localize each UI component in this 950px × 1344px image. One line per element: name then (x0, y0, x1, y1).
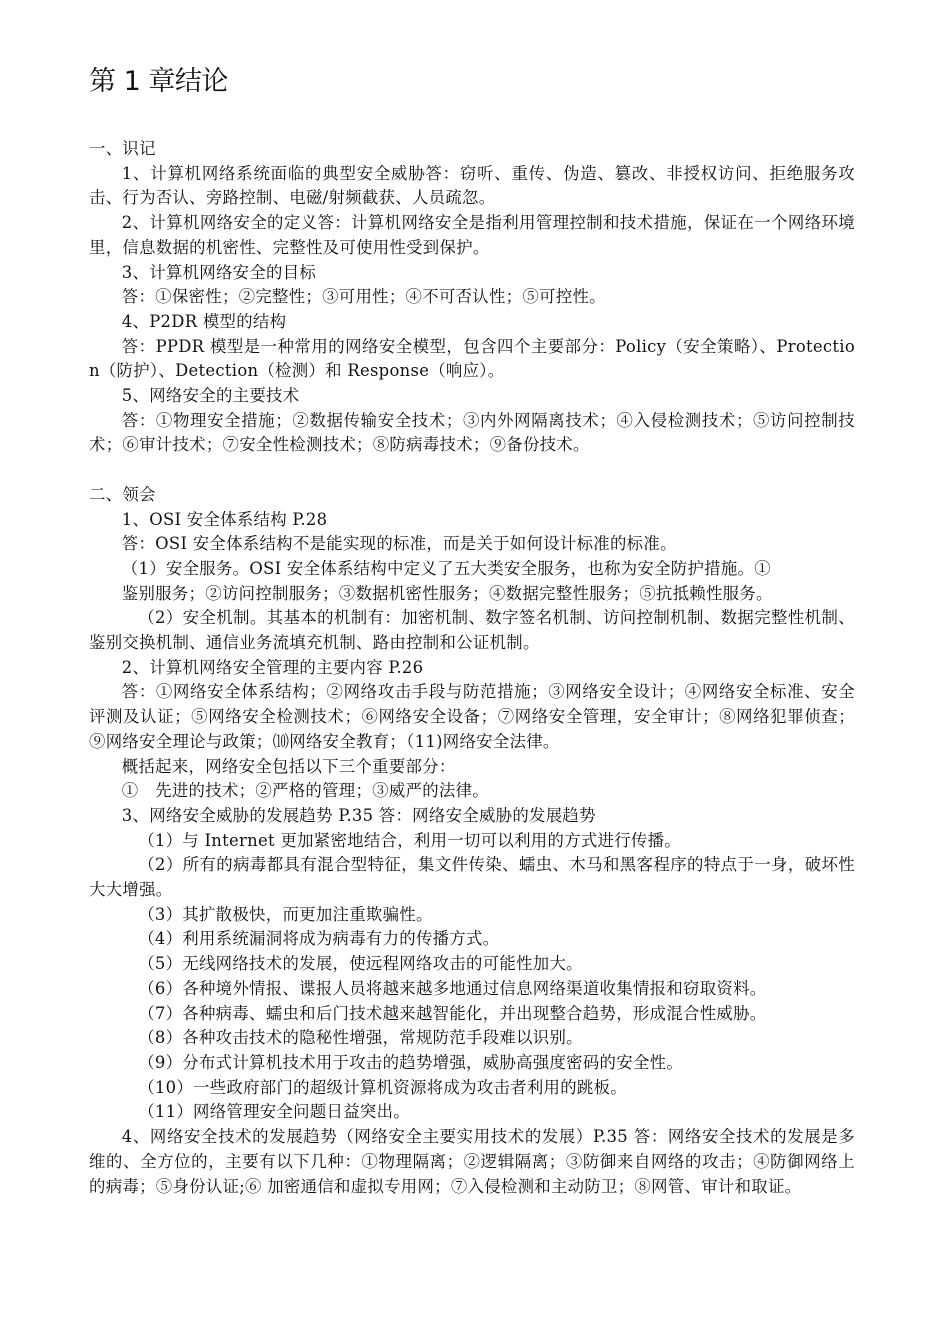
paragraph: （7）各种病毒、蠕虫和后门技术越来越智能化，并出现整合趋势，形成混合性威胁。 (138, 1003, 767, 1023)
paragraph: 答：①保密性；②完整性；③可用性；④不可否认性；⑤可控性。 (121, 287, 606, 307)
paragraph: （1）安全服务。OSI 安全体系结构中定义了五大类安全服务，也称为安全防护措施。① (121, 558, 771, 578)
paragraph: （6）各种境外情报、谍报人员将越来越多地通过信息网络渠道收集情报和窃取资料。 (138, 978, 767, 998)
paragraph: （5）无线网络技术的发展，使远程网络攻击的可能性加大。 (138, 954, 583, 974)
paragraph: 4、网络安全技术的发展趋势（网络安全主要实用技术的发展）P.35 答：网络安全技术的发展是多维的、全方位的，主要有以下几种：①物理隔离；②逻辑隔离；③防御来自网络的攻击；④防御网络上的病毒；⑤身份认证;⑥ 加密通信和虚拟专用网；⑦入侵检测和主动防卫；⑧网管、审计和取证。 (89, 1127, 855, 1196)
paragraph: 3、网络安全威胁的发展趋势 P.35 答：网络安全威胁的发展趋势 (121, 805, 596, 825)
paragraph: 答：①网络安全体系结构；②网络攻击手段与防范措施；③网络安全设计；④网络安全标准、安全评测及认证；⑤网络安全检测技术；⑥网络安全设备；⑦网络安全管理，安全审计；⑧网络犯罪侦查；⑨网络安全理论与政策；⑽网络安全教育；（11)网络安全法律。 (89, 682, 855, 751)
paragraph: 答：①物理安全措施；②数据传输安全技术；③内外网隔离技术；④入侵检测技术；⑤访问控制技术；⑥审计技术；⑦安全性检测技术；⑧防病毒技术；⑨备份技术。 (89, 410, 855, 455)
paragraph: 2、计算机网络安全的定义答：计算机网络安全是指利用管理控制和技术措施，保证在一个网络环境里，信息数据的机密性、完整性及可使用性受到保护。 (89, 213, 855, 257)
paragraph: 2、计算机网络安全管理的主要内容 P.26 (121, 657, 424, 677)
paragraph: （4）利用系统漏洞将成为病毒有力的传播方式。 (138, 929, 500, 949)
paragraph: 鉴别服务；②访问控制服务；③数据机密性服务；④数据完整性服务；⑤抗抵赖性服务。 (121, 583, 773, 603)
paragraph: （9）分布式计算机技术用于攻击的趋势增强，威胁高强度密码的安全性。 (138, 1053, 684, 1072)
paragraph: 1、计算机网络系统面临的典型安全威胁答：窃听、重传、伪造、篡改、非授权访问、拒绝服务攻击、行为否认、旁路控制、电磁/射频截获、人员疏忽。 (89, 163, 855, 208)
paragraph: （10）一些政府部门的超级计算机资源将成为攻击者利用的跳板。 (138, 1077, 627, 1097)
paragraph: 概括起来，网络安全包括以下三个重要部分： (121, 756, 456, 776)
paragraph: （8）各种攻击技术的隐秘性增强，常规防范手段难以识别。 (138, 1028, 583, 1048)
paragraph: 1、OSI 安全体系结构 P.28 (121, 509, 328, 529)
paragraph: 3、计算机网络安全的目标 (121, 262, 317, 282)
paragraph: ① 先进的技术；②严格的管理；③威严的法律。 (121, 781, 489, 801)
paragraph: 二、领会 (89, 484, 156, 504)
document-body (89, 137, 855, 1199)
paragraph: （2）所有的病毒都具有混合型特征，集文件传染、蠕虫、木马和黑客程序的特点于一身，破坏性大大增强。 (89, 855, 855, 900)
paragraph: （11）网络管理安全问题日益突出。 (138, 1102, 411, 1122)
paragraph: 5、网络安全的主要技术 (121, 386, 300, 406)
paragraph: 一、识记 (89, 139, 156, 158)
paragraph: （2）安全机制。其基本的机制有：加密机制、数字签名机制、访问控制机制、数据完整性机制、鉴别交换机制、通信业务流填充机制、路由控制和公证机制。 (89, 608, 855, 653)
chapter-title: 第 1 章结论 (89, 66, 228, 97)
paragraph: 答：PPDR 模型是一种常用的网络安全模型，包含四个主要部分：Policy（安全策略）、Protection（防护）、Detection（检测）和 Response（响应）。 (89, 336, 855, 381)
paragraph: （3）其扩散极快，而更加注重欺骗性。 (138, 904, 433, 924)
paragraph: 4、P2DR 模型的结构 (121, 311, 287, 331)
paragraph: （1）与 Internet 更加紧密地结合，利用一切可以利用的方式进行传播。 (138, 830, 681, 850)
section-spacer (89, 458, 855, 483)
paragraph: 答：OSI 安全体系结构不是能实现的标准，而是关于如何设计标准的标准。 (121, 534, 677, 554)
